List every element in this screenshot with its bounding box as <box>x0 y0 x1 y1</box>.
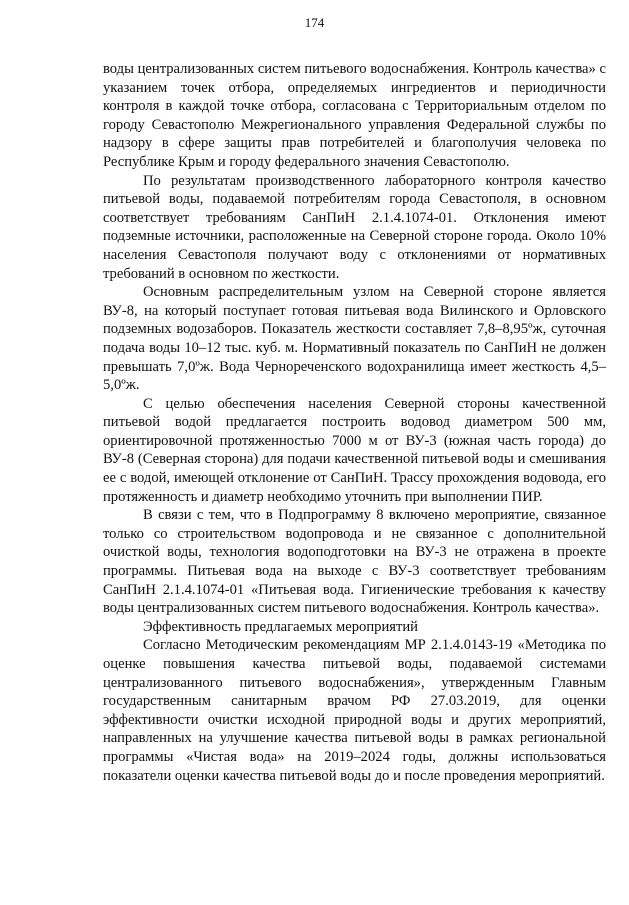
section-heading: Эффективность предлагаемых мероприятий <box>143 618 418 635</box>
document-body <box>103 60 606 785</box>
paragraph-continuation: воды централизованных систем питьевого водоснабжения. Контроль качества» с указанием точек отбора, определяемых ингредиентов и периодичности контроля в каждой точке отбора, согласована с Территориальным отделом по городу Севастополю Межрегионального управления Федеральной службы по надзору в сфере защиты прав потребителей и благополучия человека по Республике Крым и городу федерального значения Севастополю. <box>103 61 606 170</box>
paragraph-methodology: Согласно Методическим рекомендациям МР 2.1.4.0143-19 «Методика по оценке повышения качества питьевой воды, подаваемой системами централизованного питьевого водоснабжения», утвержденным Главным государственным санитарным врачом РФ 27.03.2019, для оценки эффективности очистки исходной природной воды и других мероприятий, направленных на улучшение качества питьевой воды в рамках региональной программы «Чистая вода» на 2019–2024 годы, должны использоваться показатели оценки качества питьевой воды до и после проведения мероприятий. <box>103 637 606 784</box>
paragraph-water-main-proposal: С целью обеспечения населения Северной стороны качественной питьевой водой предлагается построить водовод диаметром 500 мм, ориентировочной протяженностью 7000 м от ВУ-3 (южная часть города) до ВУ-8 (Северная сторона) для подачи качественной питьевой воды и смешивания ее с водой, имеющей отклонение от СанПиН. Трассу прохождения водовода, его протяженность и диаметр необходимо уточнить при выполнении ПИР. <box>103 395 606 505</box>
paragraph-distribution-node: Основным распределительным узлом на Северной стороне является ВУ-8, на который поступает готовая питьевая вода Вилинского и Орловского подземных водозаборов. Показатель жесткости составляет 7,8–8,95ºж, суточная подача воды 10–12 тыс. куб. м. Нормативный показатель по СанПиН не должен превышать 7,0ºж. Вода Чернореченского водохранилища имеет жесткость 4,5–5,0ºж. <box>103 284 606 394</box>
paragraph-lab-results: По результатам производственного лабораторного контроля качество питьевой воды, подаваемой потребителям города Севастополя, в основном соответствует требованиям СанПиН 2.1.4.1074-01. Отклонения имеют подземные источники, расположенные на Северной стороне города. Около 10% населения Севастополя получают воду с отклонениями от нормативных требований в основном по жесткости. <box>103 172 606 282</box>
paragraph-subprogram-8: В связи с тем, что в Подпрограмму 8 включено мероприятие, связанное только со строительством водопровода и не связанное с дополнительной очисткой воды, технология водоподготовки на ВУ-3 не отражена в проекте программы. Питьевая вода на выходе с ВУ-3 соответствует требованиям СанПиН 2.1.4.1074-01 «Питьевая вода. Гигиенические требования к качеству воды централизованных систем питьевого водоснабжения. Контроль качества». <box>103 507 606 617</box>
page-number: 174 <box>304 15 325 30</box>
